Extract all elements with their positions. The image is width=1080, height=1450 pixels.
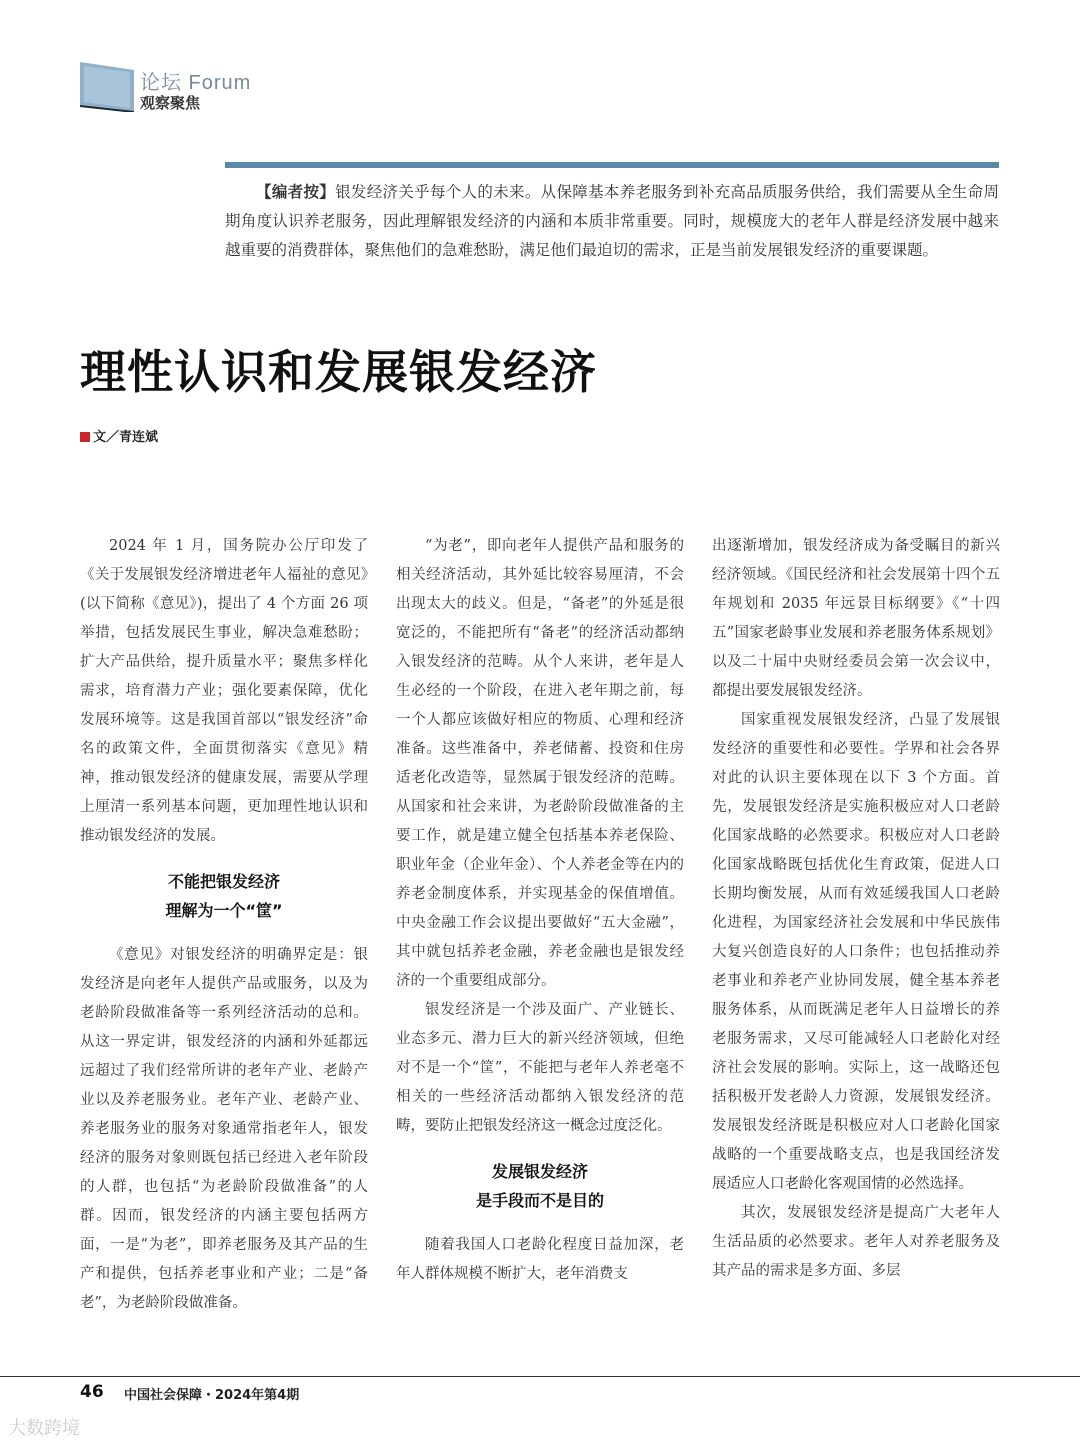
forum-logo-icon (80, 62, 134, 112)
paragraph: “为老”，即向老年人提供产品和服务的相关经济活动，其外延比较容易厘清，不会出现太大的歧义。但是，“备老”的外延是很宽泛的，不能把所有“备老”的经济活动都纳入银发经济的范畴。从个人来讲，老年是人生必经的一个阶段，在进入老年期之前，每一个人都应该做好相应的物质、心理和经济准备。这些准备中，养老储蓄、投资和住房适老化改造等，显然属于银发经济的范畴。从国家和社会来讲，为老龄阶段做准备的主要工作，就是建立健全包括基本养老保险、职业年金（企业年金）、个人养老金等在内的养老金制度体系，并实现基金的保值增值。中央金融工作会议提出要做好“五大金融”，其中就包括养老金融，养老金融也是银发经济的一个重要组成部分。 (396, 538, 684, 989)
watermark: 大数跨境 (8, 1418, 80, 1439)
subheading-line: 是手段而不是目的 (475, 1191, 604, 1210)
section-label: 论坛 Forum (140, 72, 252, 94)
footer-rule (0, 1376, 1080, 1377)
subsection-label: 观察聚焦 (140, 94, 201, 112)
subheading-line: 理解为一个“筐” (165, 901, 283, 920)
subheading-line: 不能把银发经济 (167, 872, 280, 891)
subheading-1 (80, 867, 368, 925)
editor-note (225, 178, 999, 265)
page-number: 46 (80, 1382, 104, 1402)
subheading-2 (396, 1157, 684, 1215)
editor-note-tag: 【编者按】 (256, 183, 336, 201)
column-1 (80, 532, 368, 1318)
subheading-line: 发展银发经济 (491, 1162, 588, 1181)
journal-name: 中国社会保障・2024年第4期 (124, 1388, 300, 1403)
byline (80, 426, 158, 445)
paragraph: 其次，发展银发经济是提高广大老年人生活品质的必然要求。老年人对养老服务及其产品的需求是多方面、多层 (712, 1205, 1000, 1279)
editor-note-rule (225, 162, 999, 168)
paragraph: 国家重视发展银发经济，凸显了发展银发经济的重要性和必要性。学界和社会各界对此的认识主要体现在以下 3 个方面。首先，发展银发经济是实施积极应对人口老龄化国家战略的必然要求。积极应对人口老龄化国家战略既包括优化生育政策，促进人口长期均衡发展，从而有效延缓我国人口老龄化进程，为国家经济社会发展和中华民族伟大复兴创造良好的人口条件；也包括推动养老事业和养老产业协同发展，健全基本养老服务体系，从而既满足老年人日益增长的养老服务需求，又尽可能减轻人口老龄化对经济社会发展的影响。实际上，这一战略还包括积极开发老龄人力资源，发展银发经济。发展银发经济既是积极应对人口老龄化国家战略的一个重要战略支点，也是我国经济发展适应人口老龄化客观国情的必然选择。 (712, 712, 1000, 1192)
column-2 (396, 532, 684, 1289)
byline-text: 文／青连斌 (93, 430, 159, 445)
column-3 (712, 532, 1000, 1286)
editor-note-text: 银发经济关乎每个人的未来。从保障基本养老服务到补充高品质服务供给，我们需要从全生命周期角度认识养老服务，因此理解银发经济的内涵和本质非常重要。同时，规模庞大的老年人群是经济发展中越来越重要的消费群体，聚焦他们的急难愁盼，满足他们最迫切的需求，正是当前发展银发经济的重要课题。 (225, 183, 999, 259)
paragraph: 银发经济是一个涉及面广、产业链长、业态多元、潜力巨大的新兴经济领域，但绝对不是一个“筐”，不能把与老年人养老毫不相关的一些经济活动都纳入银发经济的范畴，要防止把银发经济这一概念过度泛化。 (396, 1002, 684, 1134)
paragraph: 2024 年 1 月，国务院办公厅印发了《关于发展银发经济增进老年人福祉的意见》(以下简称《意见》)，提出了 4 个方面 26 项举措，包括发展民生事业，解决急难愁盼；扩大产品供给，提升质量水平；聚焦多样化需求，培育潜力产业；强化要素保障，优化发展环境等。这是我国首部以“银发经济”命名的政策文件，全面贯彻落实《意见》精神，推动银发经济的健康发展，需要从学理上厘清一系列基本问题，更加理性地认识和推动银发经济的发展。 (80, 538, 368, 844)
paragraph: 随着我国人口老龄化程度日益加深，老年人群体规模不断扩大，老年消费支 (396, 1237, 684, 1282)
paragraph: 《意见》对银发经济的明确界定是：银发经济是向老年人提供产品或服务，以及为老龄阶段做准备等一系列经济活动的总和。从这一界定讲，银发经济的内涵和外延都远远超过了我们经常所讲的老年产业、老龄产业以及养老服务业。老年产业、老龄产业、养老服务业的服务对象通常指老年人，银发经济的服务对象则既包括已经进入老年阶段的人群，也包括“为老龄阶段做准备”的人群。因而，银发经济的内涵主要包括两方面，一是“为老”，即养老服务及其产品的生产和提供，包括养老事业和产业；二是“备老”，为老龄阶段做准备。 (80, 947, 368, 1311)
byline-mark-icon (80, 432, 90, 442)
article-title: 理性认识和发展银发经济 (80, 345, 597, 399)
paragraph: 出逐渐增加，银发经济成为备受瞩目的新兴经济领域。《国民经济和社会发展第十四个五年规划和 2035 年远景目标纲要》《“十四五”国家老龄事业发展和养老服务体系规划》以及二十届中央财经委员会第一次会议中，都提出要发展银发经济。 (712, 538, 1000, 699)
